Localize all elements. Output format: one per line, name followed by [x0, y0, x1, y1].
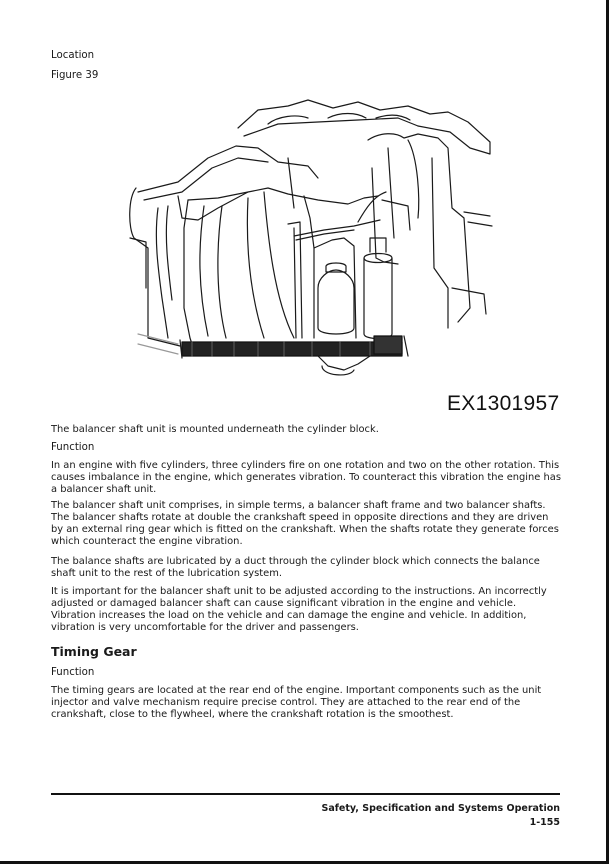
function-heading-2: Function	[51, 667, 95, 678]
paragraph-components: The balancer shaft unit comprises, in simple terms, a balancer shaft frame and two balancer shafts. The balancer shafts rotate at double the crankshaft speed in opposite directions and they are driven by an external ring gear which is fitted on the crankshaft. When the shafts rotate they generate forces which counteract the engine vibration.	[51, 500, 559, 547]
engine-balancer-shaft-illustration-icon	[118, 88, 498, 398]
figure-code: EX1301957	[447, 392, 560, 415]
figure-label: Figure 39	[51, 70, 99, 81]
location-label: Location	[51, 50, 95, 61]
footer-title: Safety, Specification and Systems Operation	[321, 803, 560, 814]
intro-paragraph: The balancer shaft unit is mounted underneath the cylinder block.	[51, 424, 379, 435]
paragraph-timing-gear: The timing gears are located at the rear end of the engine. Important components such as the unit injector and valve mechanism require precise control. They are attached to the rear end of the crankshaft, close to the flywheel, where the crankshaft rotation is the smoothest.	[51, 685, 542, 720]
function-heading-1: Function	[51, 442, 95, 453]
footer-divider	[51, 793, 560, 795]
page-number: 1-155	[529, 817, 560, 828]
paragraph-adjustment: It is important for the balancer shaft unit to be adjusted according to the instructions. An incorrectly adjusted or damaged balancer shaft can cause significant vibration in the engine and vehicle. Vibration increases the load on the vehicle and can damage the engine and vehicle. In addition, vibration is very uncomfortable for the driver and passengers.	[51, 586, 547, 633]
paragraph-imbalance: In an engine with five cylinders, three cylinders fire on one rotation and two on the other rotation. This causes imbalance in the engine, which generates vibration. To counteract this vibration the engine has a balancer shaft unit.	[51, 460, 561, 495]
paragraph-lubrication: The balance shafts are lubricated by a duct through the cylinder block which connects the balance shaft unit to the rest of the lubrication system.	[51, 556, 540, 579]
section-title-timing-gear: Timing Gear	[51, 644, 137, 659]
